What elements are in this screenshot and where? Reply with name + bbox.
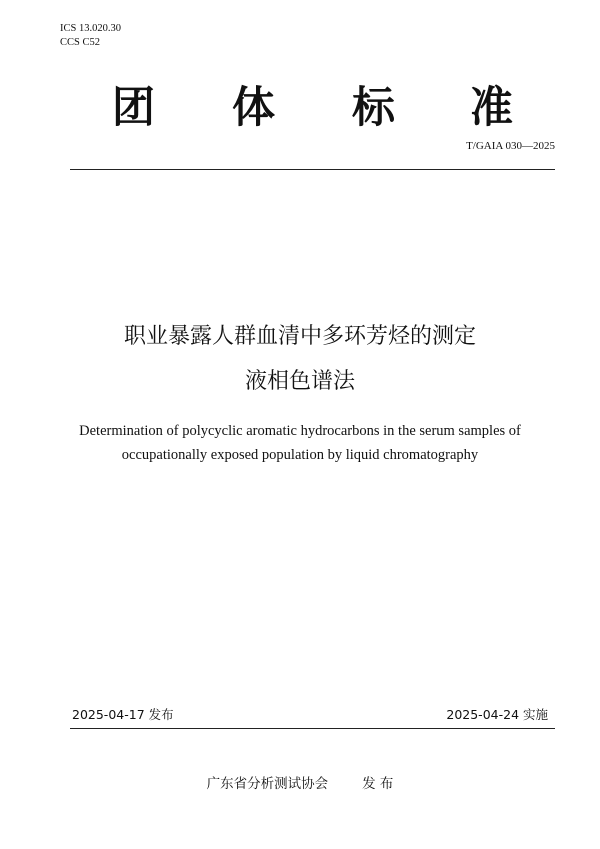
english-title-line-2: occupationally exposed population by liquid chromatography [121, 447, 479, 463]
classification-codes [60, 22, 121, 50]
ccs-code: CCS C52 [60, 37, 100, 48]
ics-code: ICS 13.020.30 [60, 23, 121, 34]
publish-action: 发 布 [362, 776, 394, 792]
chinese-title-line-1: 职业暴露人群血清中多环芳烃的测定 [123, 324, 476, 349]
english-title-line-1: Determination of polycyclic aromatic hydrocarbons in the serum samples of [79, 423, 521, 439]
heading-char: 体 [232, 83, 275, 133]
footer-divider [70, 728, 555, 729]
publisher-name: 广东省分析测试协会 [206, 776, 329, 792]
heading-char: 团 [112, 83, 155, 133]
implementation-date: 2025-04-24 实施 [446, 707, 548, 722]
publisher-line [0, 772, 600, 792]
header-divider [70, 169, 555, 170]
standard-number: T/GAIA 030—2025 [466, 140, 555, 152]
chinese-title-line-2: 液相色谱法 [244, 369, 355, 394]
heading-char: 准 [470, 83, 513, 133]
heading-char: 标 [352, 83, 395, 133]
issue-date: 2025-04-17 发布 [72, 707, 174, 722]
standard-type-heading [0, 80, 600, 140]
